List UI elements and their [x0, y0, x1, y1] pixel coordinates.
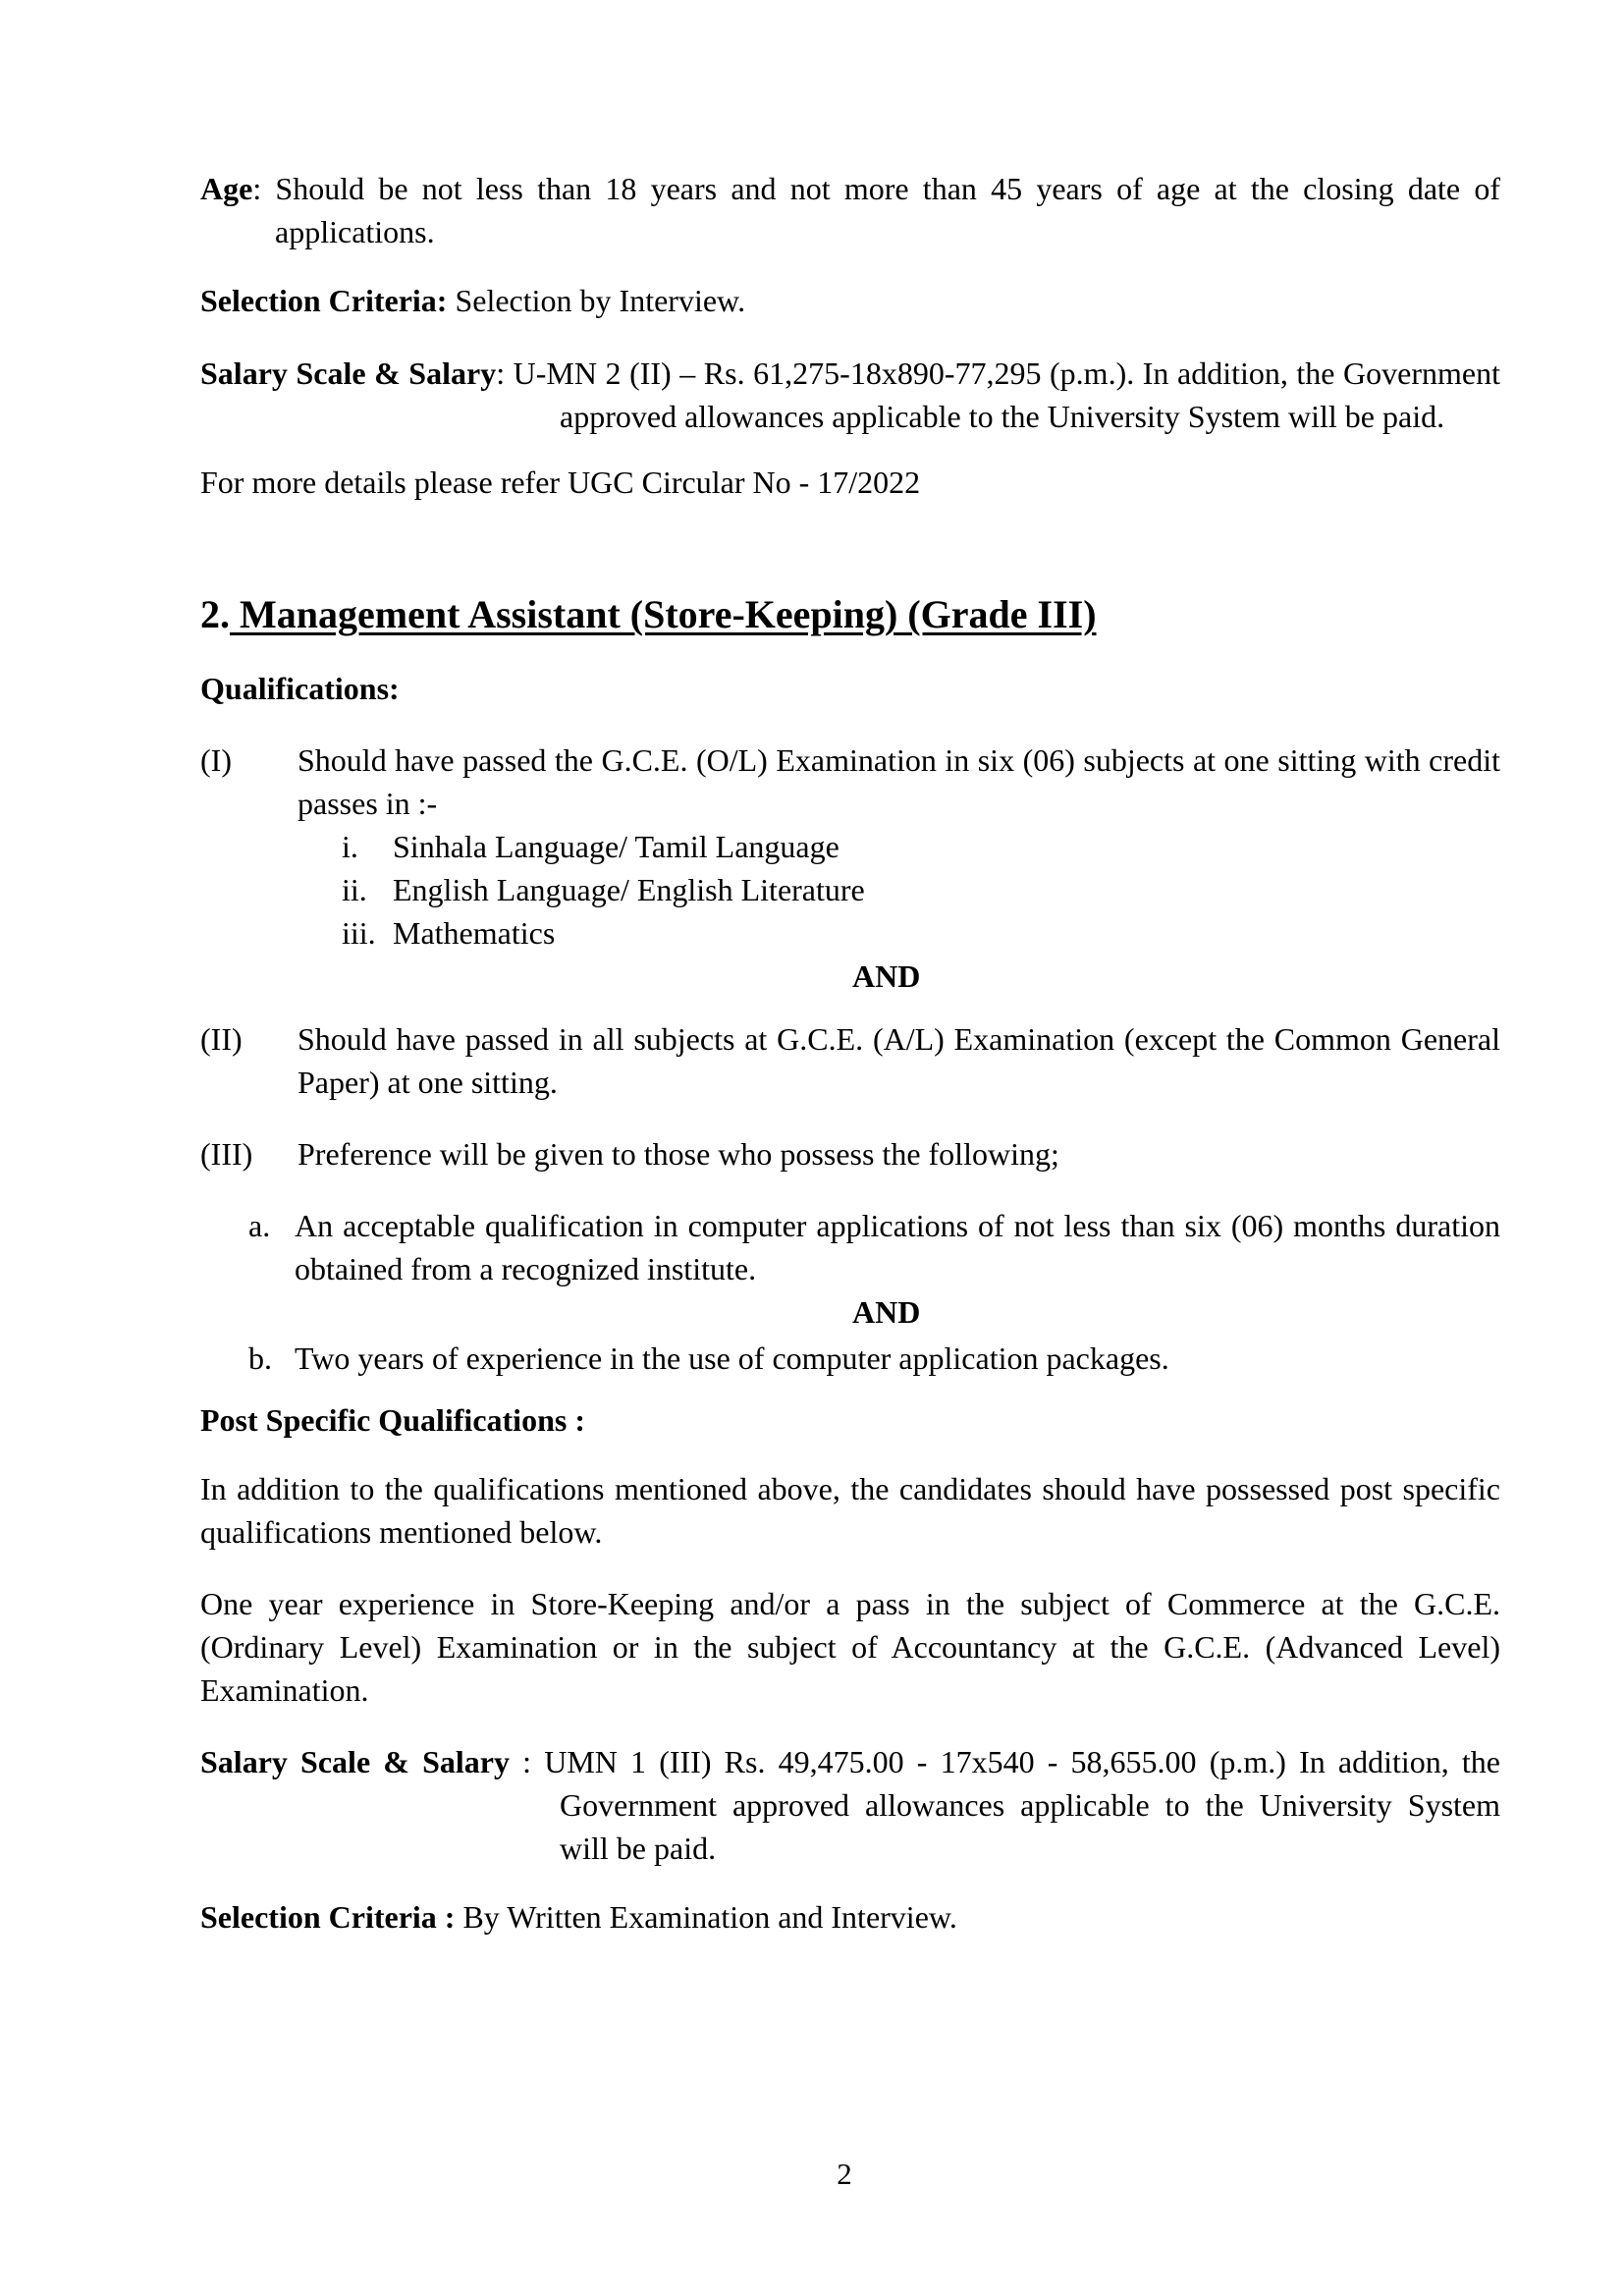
preference-b-marker: b.	[248, 1340, 272, 1376]
salary-scale-2-paragraph	[200, 1740, 1500, 1870]
and-separator-2: AND	[852, 1294, 921, 1330]
subject-1-marker: i.	[342, 829, 358, 864]
salary-scale-2-label: Salary Scale & Salary	[200, 1744, 511, 1779]
salary-scale-2-text: : UMN 1 (III) Rs. 49,475.00 - 17x540 - 58,655.00 (p.m.) In addition, the Government approved allowances applicable to the University System will be paid.	[510, 1744, 1501, 1866]
post-title-number: 2.	[200, 592, 230, 636]
selection-criteria-2-text: By Written Examination and Interview.	[455, 1899, 957, 1935]
more-details-line: For more details please refer UGC Circular No - 17/2022	[200, 465, 921, 500]
post-specific-heading: Post Specific Qualifications :	[200, 1402, 585, 1438]
item-1-marker: (I)	[200, 742, 232, 778]
selection-criteria-1-text: Selection by Interview.	[447, 283, 746, 318]
subject-item-1	[342, 825, 1500, 868]
selection-criteria-2-paragraph	[200, 1895, 1500, 1939]
qualification-item-2	[200, 1017, 1500, 1104]
item-1-text: Should have passed the G.C.E. (O/L) Examination in six (06) subjects at one sitting with credit passes in :-	[298, 742, 1500, 821]
preference-a-marker: a.	[248, 1208, 271, 1243]
qualification-item-1	[200, 738, 1500, 825]
qualification-item-3	[200, 1132, 1500, 1175]
page-content	[200, 167, 1500, 1939]
item-2-text: Should have passed in all subjects at G.C.E. (A/L) Examination (except the Common General Paper) at one sitting.	[298, 1021, 1500, 1100]
selection-criteria-2-label: Selection Criteria :	[200, 1899, 456, 1935]
subject-2-marker: ii.	[342, 872, 367, 907]
preference-b-text: Two years of experience in the use of computer application packages.	[295, 1340, 1169, 1376]
salary-scale-1-label: Salary Scale & Salary	[200, 355, 497, 391]
subject-3-text: Mathematics	[393, 915, 556, 951]
item-3-marker: (III)	[200, 1136, 253, 1172]
subject-1-text: Sinhala Language/ Tamil Language	[393, 829, 839, 864]
post-specific-paragraph-1: In addition to the qualifications mentioned above, the candidates should have possessed post specific qualifications mentioned below.	[200, 1471, 1500, 1550]
post-specific-paragraph-2: One year experience in Store-Keeping and/or a pass in the subject of Commerce at the G.C.E. (Ordinary Level) Examination or in the subject of Accountancy at the G.C.E. (Advanced Level) Examination.	[200, 1586, 1500, 1708]
age-paragraph	[200, 167, 1500, 253]
subject-item-3	[342, 911, 1500, 955]
preference-item-b	[248, 1337, 1500, 1380]
salary-scale-1-text: : U-MN 2 (II) – Rs. 61,275-18x890-77,295 (p.m.). In addition, the Government approved allowances applicable to the University System will be paid.	[496, 355, 1501, 434]
and-separator-1: AND	[852, 958, 921, 994]
salary-scale-1-paragraph	[200, 352, 1500, 438]
post-title-text: Management Assistant (Store-Keeping) (Grade III)	[230, 592, 1097, 636]
age-label: Age	[200, 171, 253, 206]
post-title-heading	[200, 591, 1500, 638]
item-2-marker: (II)	[200, 1021, 243, 1057]
subject-3-marker: iii.	[342, 915, 376, 951]
age-text: : Should be not less than 18 years and not more than 45 years of age at the closing date of applications.	[252, 171, 1500, 249]
qualifications-heading: Qualifications:	[200, 671, 400, 706]
subject-2-text: English Language/ English Literature	[393, 872, 865, 907]
item-3-text: Preference will be given to those who possess the following;	[298, 1136, 1059, 1172]
subject-item-2	[342, 868, 1500, 911]
preference-a-text: An acceptable qualification in computer applications of not less than six (06) months duration obtained from a recognized institute.	[295, 1208, 1500, 1286]
preference-item-a	[248, 1204, 1500, 1290]
selection-criteria-1-paragraph	[200, 279, 1500, 322]
selection-criteria-1-label: Selection Criteria:	[200, 283, 448, 318]
page-number: 2	[837, 2157, 852, 2191]
